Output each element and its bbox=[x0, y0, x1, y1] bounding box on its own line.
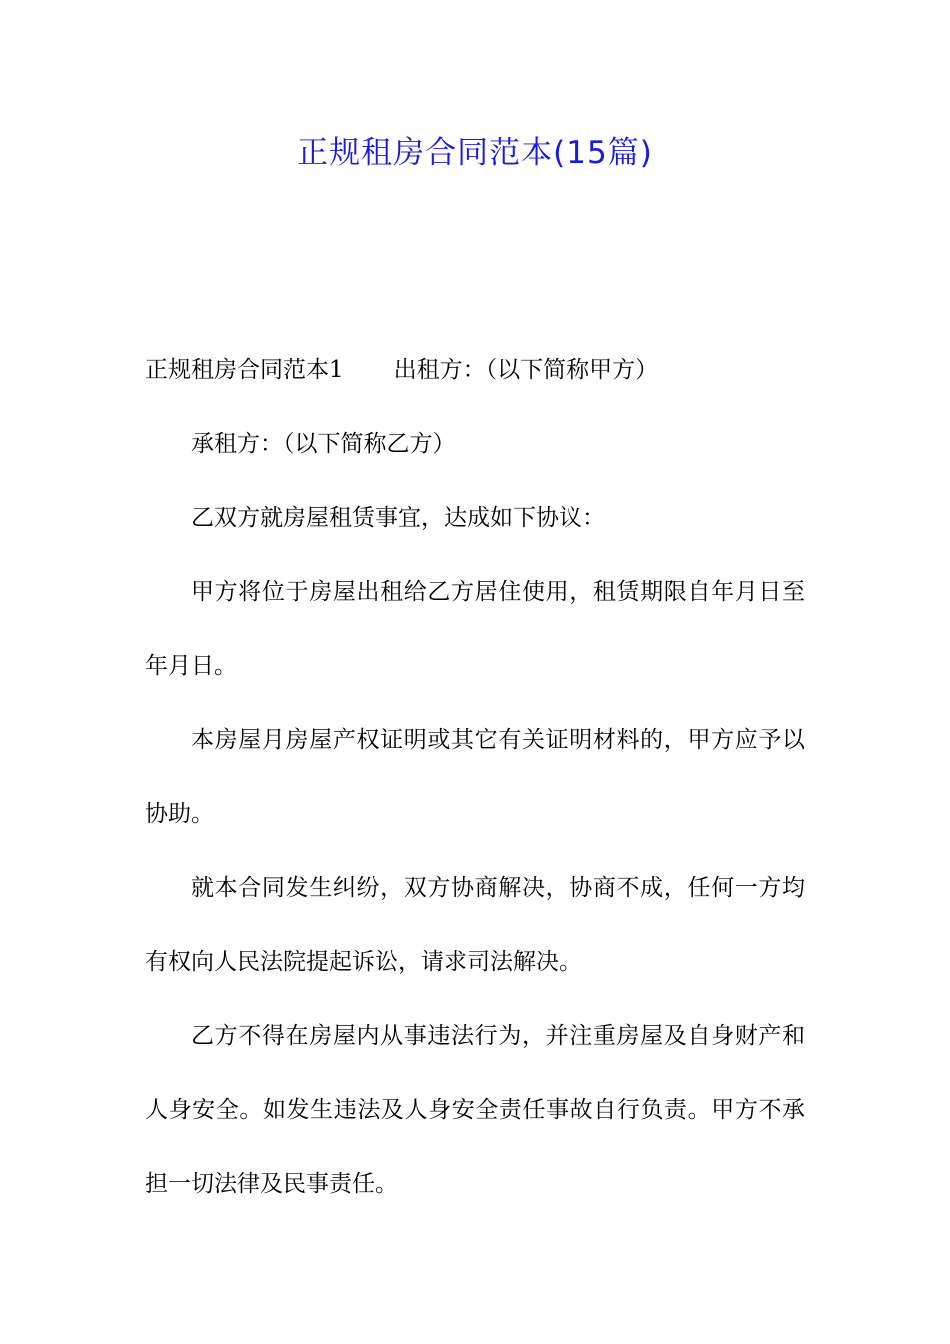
paragraph-liability: 乙方不得在房屋内从事违法行为，并注重房屋及自身财产和人身安全。如发生违法及人身安全责任事故自行负责。甲方不承担一切法律及民事责任。 bbox=[145, 1023, 805, 1197]
paragraph-lease-term: 甲方将位于房屋出租给乙方居住使用，租赁期限自年月日至年月日。 bbox=[145, 579, 805, 679]
section-title: 正规租房合同范本1 bbox=[145, 357, 344, 383]
paragraph-property-proof: 本房屋月房屋产权证明或其它有关证明材料的，甲方应予以协助。 bbox=[145, 727, 805, 827]
document-body bbox=[145, 333, 805, 1221]
first-line bbox=[145, 333, 805, 407]
document-title: 正规租房合同范本(15篇) bbox=[297, 135, 653, 171]
lessor-line: 出租方：（以下简称甲方） bbox=[393, 357, 659, 383]
paragraph-lessee: 承租方：（以下简称乙方） bbox=[191, 431, 456, 457]
paragraph-agreement: 乙双方就房屋租赁事宜，达成如下协议： bbox=[191, 505, 605, 531]
paragraph-dispute: 就本合同发生纠纷，双方协商解决，协商不成，任何一方均有权向人民法院提起诉讼，请求司法解决。 bbox=[145, 875, 805, 975]
